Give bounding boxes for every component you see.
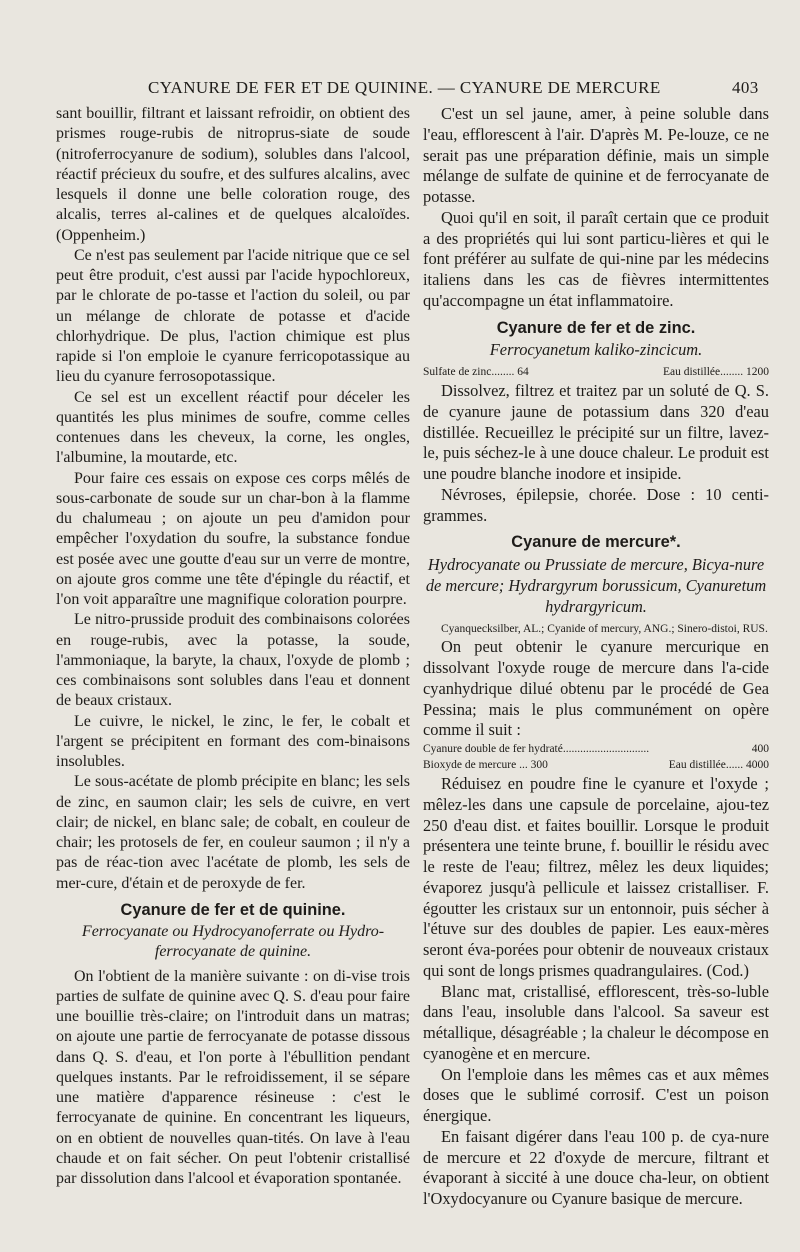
left-column	[56, 104, 410, 1189]
section-heading: Cyanure de fer et de quinine.	[120, 900, 346, 919]
recipe-item: Cyanure double de fer hydraté..............................	[423, 743, 650, 755]
recipe-item: 400	[751, 743, 769, 755]
paragraph: Le cuivre, le nickel, le zinc, le fer, le cobalt et l'argent se précipitent en formant des com-binaisons insolubles.	[56, 712, 410, 770]
paragraph: On l'emploie dans les mêmes cas et aux mêmes doses que le sublimé corrosif. C'est un poison énergique.	[423, 1064, 769, 1125]
paragraph: C'est un sel jaune, amer, à peine soluble dans l'eau, efflorescent à l'air. D'après M. Pe-louze, ce ne serait pas une préparation définie, mais un simple mélange de sulfate de quinine et de ferrocyanate de potasse.	[423, 104, 769, 206]
paragraph: Le sous-acétate de plomb précipite en blanc; les sels de zinc, en saumon clair; les sels de cuivre, en vert clair; de nickel, en blanc sale; de cobalt, en couleur de chair; les protosels de fer, en couleur saumon ; il n'y a pas de réac-tion avec l'acétate de plomb, les sels de mer-cure, d'étain et de peroxyde de fer.	[56, 773, 410, 892]
synonyms: Ferrocyanetum kaliko-zincicum.	[489, 340, 703, 360]
paragraph: En faisant digérer dans l'eau 100 p. de cya-nure de mercure et 22 d'oxyde de mercure, filtrant et évaporant à siccité à une douce cha-leur, on obtient l'Oxydocyanure ou Cyanure basique de mercure.	[423, 1126, 769, 1208]
recipe-line	[423, 365, 769, 380]
synonyms: Ferrocyanate ou Hydrocyanoferrate ou Hydro-ferrocyanate de quinine.	[81, 923, 385, 961]
paragraph: Névroses, épilepsie, chorée. Dose : 10 centi-grammes.	[423, 484, 769, 525]
recipe-item: Sulfate de zinc........ 64	[423, 366, 529, 378]
paragraph: Ce sel est un excellent réactif pour déceler les quantités les plus minimes de soufre, comme celles contenues dans les cheveux, la corne, les ongles, l'albumine, la moutarde, etc.	[56, 388, 410, 467]
paragraph: Dissolvez, filtrez et traitez par un soluté de Q. S. de cyanure jaune de potassium dans 320 d'eau distillée. Recueillez le précipité sur un filtre, lavez-le, puis séchez-le à une douce chaleur. Le produit est une poudre blanche inodore et insipide.	[423, 381, 769, 483]
synonyms: Hydrocyanate ou Prussiate de mercure, Bicya-nure de mercure; Hydrargyrum borussicum, Cyanuretum hydrargyricum.	[425, 555, 767, 616]
running-header	[0, 78, 800, 102]
paragraph: Le nitro-prusside produit des combinaisons colorées en rouge-rubis, avec la potasse, la soude, l'ammoniaque, la baryte, la chaux, l'oxyde de plomb ; ces combinaisons sont solubles dans l'eau et donnent de beaux cristaux.	[56, 611, 410, 710]
recipe-line	[423, 742, 769, 757]
recipe-item: Eau distillée...... 4000	[668, 759, 769, 771]
paragraph: On peut obtenir le cyanure mercurique en dissolvant l'oxyde rouge de mercure dans l'a-cide cyanhydrique dilué obtenu par le procédé de Gea Pessina; mais le plus communément on opère comme il suit :	[423, 637, 769, 740]
paragraph: On l'obtient de la manière suivante : on di-vise trois parties de sulfate de quinine avec Q. S. d'eau pour faire une bouillie très-claire; on l'introduit dans un matras; on ajoute une partie de ferrocyanate de potasse dissous dans Q. S. d'eau, et l'on porte à l'ébullition pendant quelques instants. Par le refroidissement, il se sépare une matière d'apparence résineuse : c'est le ferrocyanate de quinine. En concentrant les liqueurs, on en obtient de nouvelles quan-tités. On lave à l'eau chaude et on fait sécher. On peut l'obtenir cristallisé par dissolution dans l'alcool et évaporation spontanée.	[56, 967, 410, 1187]
paragraph: Réduisez en poudre fine le cyanure et l'oxyde ; mêlez-les dans une capsule de porcelaine, ajou-tez 250 d'eau dist. et faites bouillir. Lorsque le produit présentera une teinte brune, f. bouillir le résidu avec le reste de l'eau; filtrez, mêlez les deux liquides; évaporez jusqu'à pellicule et laissez cristalliser. F. égoutter les cristaux sur un entonnoir, puis sécher à l'étuve sur des doubles de papier. Les eaux-mères seront éva-porées pour obtenir de nouveaux cristaux qui sont de longs prismes quadrangulaires. (Cod.)	[423, 774, 769, 980]
foreign-names: Cyanquecksilber, AL.; Cyanide of mercury, ANG.; Sinero-distoi, RUS.	[441, 623, 768, 636]
right-column	[423, 104, 769, 1210]
section-heading: Cyanure de mercure*.	[511, 533, 681, 552]
recipe-item: Eau distillée........ 1200	[662, 366, 769, 378]
section-heading: Cyanure de fer et de zinc.	[496, 318, 696, 337]
paragraph: Quoi qu'il en soit, il paraît certain que ce produit a des propriétés qui lui sont particu-lières et qui le font préférer au sulfate de qui-nine par les médecins italiens dans les cas de fièvres intermittentes qu'accompagne un état inflammatoire.	[423, 207, 769, 310]
paragraph: Ce n'est pas seulement par l'acide nitrique que ce sel peut être produit, c'est aussi par l'acide hypochloreux, par le chlorate de po-tasse et l'action du soleil, ou par un mélange de chlorate de potasse et d'acide chlorhydrique. De plus, l'action chimique est plus rapide si l'on emploie le cyanure ferricopotassique au lieu du cyanure ferrosopotassique.	[56, 246, 410, 386]
paragraph: Pour faire ces essais on expose ces corps mêlés de sous-carbonate de soude sur un char-bon à la flamme du chalumeau ; on ajoute un peu d'amidon pour empêcher l'oxydation du soufre, la substance fondue est posée avec une goutte d'eau sur un verre de montre, on ajoute gros comme une tête d'épingle du réactif, et l'on voit apparaître une magnifique coloration pourpre.	[56, 469, 410, 608]
recipe-item: Bioxyde de mercure ... 300	[423, 759, 548, 771]
page-number: 403	[732, 78, 759, 97]
paragraph: sant bouillir, filtrant et laissant refroidir, on obtient des prismes rouge-rubis de nitroprus-siate de soude (nitroferrocyanure de sodium), solubles dans l'alcool, réactif précieux du soufre, et des sulfures alcalins, avec lesquels il donne une belle coloration rouge, des alcalis, terres al-calines et de quelques alcaloïdes. (Oppenheim.)	[56, 105, 410, 244]
recipe-line	[423, 758, 769, 773]
paragraph: Blanc mat, cristallisé, efflorescent, très-so-luble dans l'eau, insoluble dans l'alcool. Sa saveur est métallique, désagréable ; la chaleur le décompose en cyanogène et en mercure.	[423, 981, 769, 1063]
running-title: CYANURE DE FER ET DE QUININE. — CYANURE DE MERCURE	[148, 78, 661, 97]
